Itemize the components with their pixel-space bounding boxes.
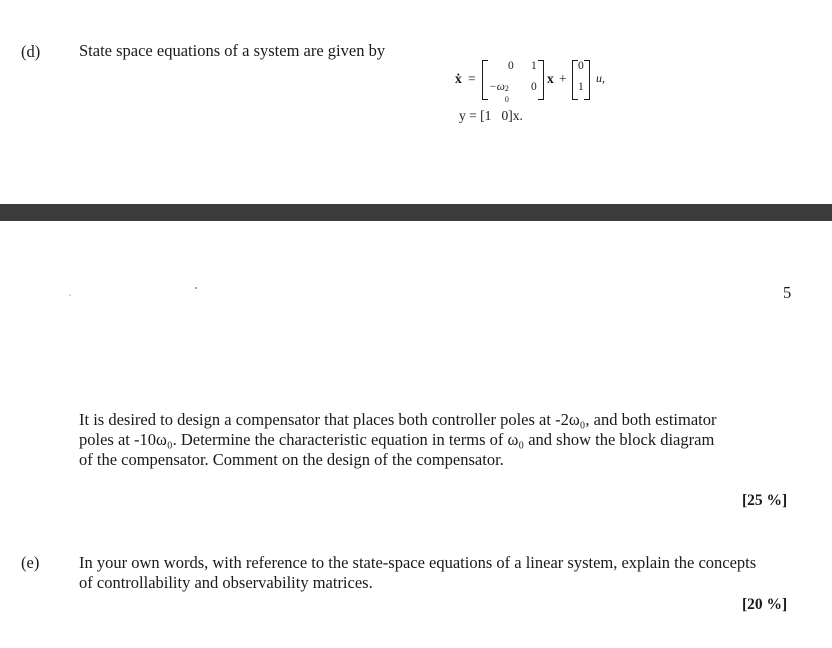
- part-e-label: (e): [21, 553, 40, 572]
- matrix-a-r1c1: 0: [508, 60, 514, 72]
- part-e-body: [79, 553, 809, 593]
- matrix-b: [572, 60, 590, 100]
- part-d-body: [79, 410, 809, 470]
- xdot-symbol: ẋ: [455, 71, 462, 86]
- part-e-body-line: In your own words, with reference to the state-space equations of a linear system, explain the concepts: [79, 553, 757, 572]
- matrix-a-r2c1-sup: 2: [504, 84, 509, 93]
- matrix-a-r2c1-base: −ω: [489, 81, 505, 93]
- part-d-body-line: It is desired to design a compensator that places both controller poles at -2ω₀, and both estimator: [79, 410, 717, 429]
- matrix-b-r2: 1: [578, 81, 584, 93]
- part-e-body-line: of controllability and observability matrices.: [79, 573, 373, 592]
- matrix-b-r1: 0: [578, 60, 584, 72]
- part-d-label: (d): [21, 42, 41, 61]
- part-d-body-line: poles at -10ω₀. Determine the characteristic equation in terms of ω₀ and show the block diagram: [79, 430, 715, 449]
- matrix-a-r2c1: [489, 81, 511, 104]
- part-d-marks: [25 %]: [742, 492, 788, 509]
- part-d-intro: State space equations of a system are given by: [79, 41, 386, 60]
- stray-mark: [69, 294, 71, 296]
- state-equation: [455, 60, 655, 104]
- part-e-marks: [20 %]: [742, 596, 788, 613]
- input-u: u,: [596, 71, 605, 85]
- part-d-body-line: of the compensator. Comment on the design of the compensator.: [79, 450, 504, 469]
- output-equation: y = [1 0]x.: [459, 108, 523, 123]
- matrix-a-r1c2: 1: [531, 60, 537, 72]
- equals-sign: =: [468, 71, 476, 86]
- stray-mark: [195, 287, 197, 289]
- page-divider: [0, 204, 832, 221]
- page-number: 5: [783, 283, 792, 302]
- matrix-a-r2c2: 0: [531, 81, 537, 93]
- state-vector-x: x: [547, 71, 554, 86]
- matrix-a-r2c1-sub: 0: [504, 95, 509, 104]
- matrix-a: [482, 60, 544, 104]
- plus-sign: +: [559, 71, 567, 86]
